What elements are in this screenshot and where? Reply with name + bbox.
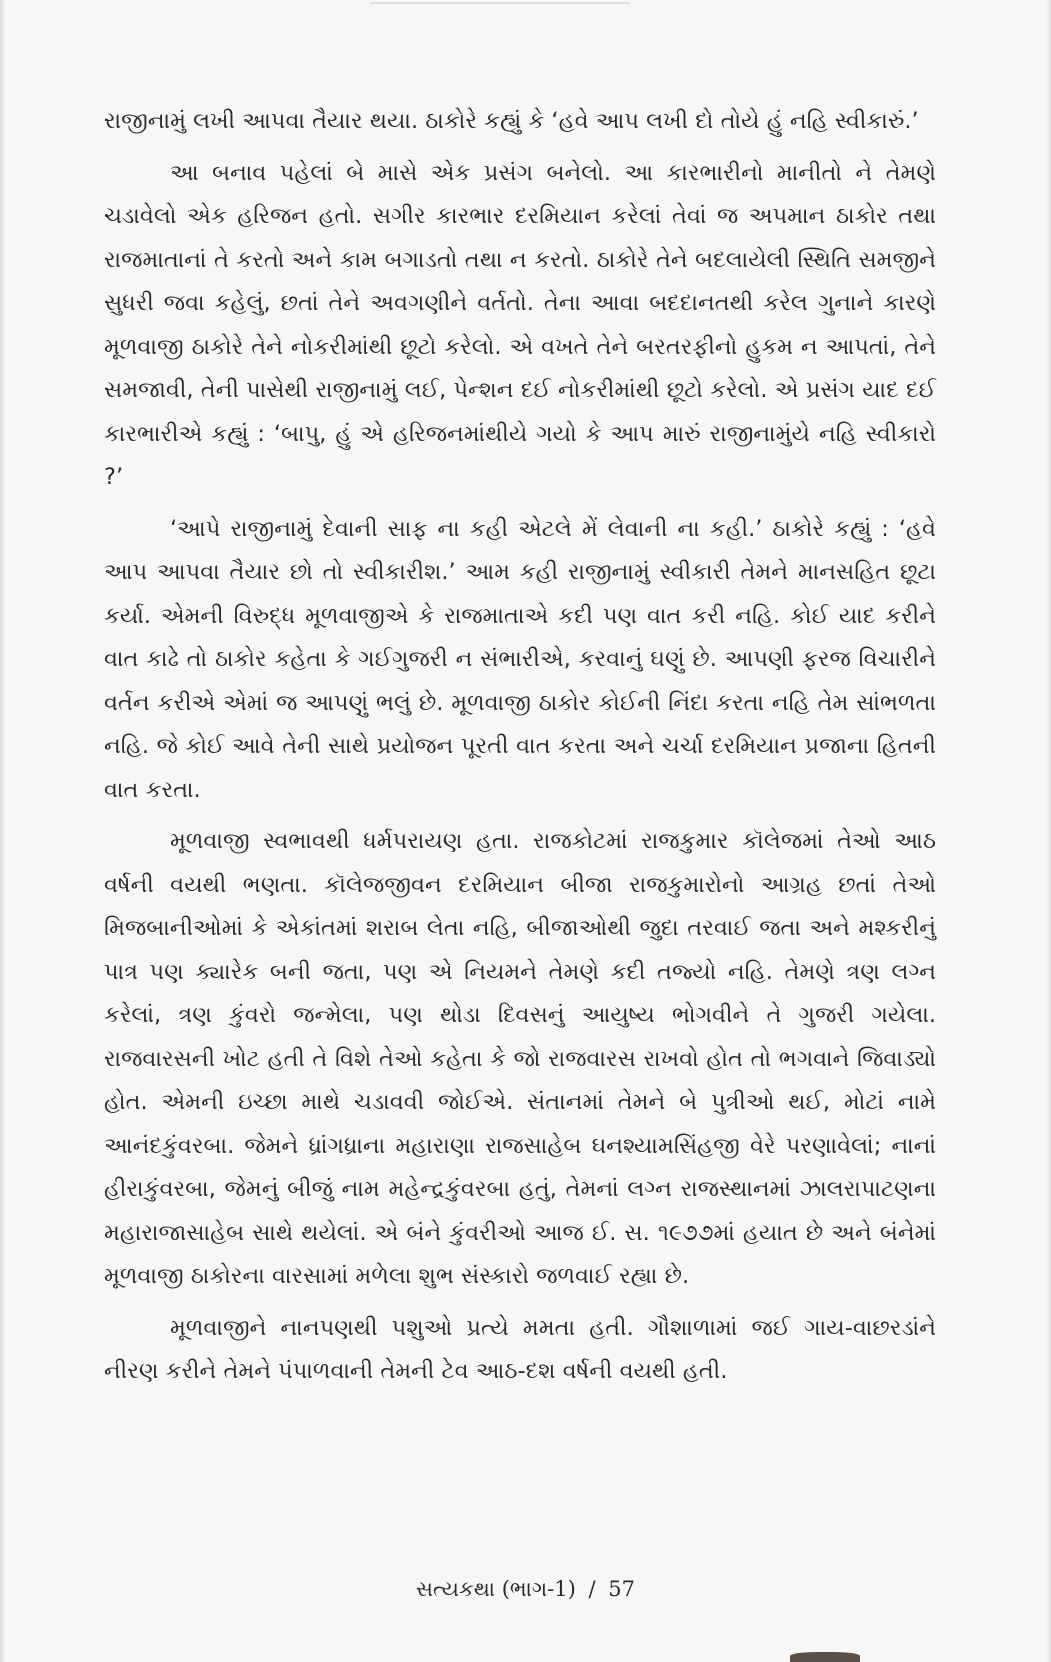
paragraph: ‘આપે રાજીનામું દેવાની સાફ ના કહી એટલે મેં લેવાની ના કહી.’ ઠાકોરે કહ્યું : ‘હવે આપ આપવા તૈયાર છો તો સ્વીકારીશ.’ આમ કહી રાજીનામું સ્વીકારી તેમને માનસહિત છૂટા કર્યા. એમની વિરુદ્ધ મૂળવાજીએ કે રાજમાતાએ કદી પણ વાત કરી નહિ. કોઈ યાદ કરીને વાત કાઢે તો ઠાકોર કહેતા કે ગઈગુજરી ન સંભારીએ, કરવાનું ઘણું છે. આપણી ફરજ વિચારીને વર્તન કરીએ એમાં જ આપણું ભલું છે. મૂળવાજી ઠાકોર કોઈની નિંદા કરતા નહિ તેમ સાંભળતા નહિ. જે કોઈ આવે તેની સાથે પ્રયોજન પૂરતી વાત કરતા અને ચર્ચા દરમિયાન પ્રજાના હિતની વાત કરતા. [104, 515, 936, 803]
scan-artifact [790, 1652, 860, 1662]
paragraph: મૂળવાજીને નાનપણથી પશુઓ પ્રત્યે મમતા હતી. ગૌશાળામાં જઈ ગાય-વાછરડાંને નીરણ કરીને તેમને પંપાળવાની તેમની ટેવ આઠ-દશ વર્ષની વયથી હતી. [104, 1314, 936, 1384]
paragraph: મૂળવાજી સ્વભાવથી ધર્મપરાયણ હતા. રાજકોટમાં રાજકુમાર કૉલેજમાં તેઓ આઠ વર્ષની વયથી ભણતા. કૉલેજજીવન દરમિયાન બીજા રાજકુમારોનો આગ્રહ છતાં તેઓ મિજબાનીઓમાં કે એકાંતમાં શરાબ લેતા નહિ, બીજાઓથી જુદા તરવાઈ જતા અને મશ્કરીનું પાત્ર પણ ક્યારેક બની જતા, પણ એ નિયમને તેમણે કદી તજ્યો નહિ. તેમણે ત્રણ લગ્ન કરેલાં, ત્રણ કુંવરો જન્મેલા, પણ થોડા દિવસનું આયુષ્ય ભોગવીને તે ગુજરી ગયેલા. રાજવારસની ખોટ હતી તે વિશે તેઓ કહેતા કે જો રાજવારસ રાખવો હોત તો ભગવાને જિવાડ્યો હોત. એમની ઇચ્છા માથે ચડાવવી જોઈએ. સંતાનમાં તેમને બે પુત્રીઓ થઈ, મોટાં નામે આનંદકુંવરબા. જેમને ધ્રાંગધ્રાના મહારાણા રાજસાહેબ ઘનશ્યામસિંહજી વેરે પરણાવેલાં; નાનાં હીરાકુંવરબા, જેમનું બીજું નામ મહેન્દ્રકુંવરબા હતું, તેમનાં લગ્ન રાજસ્થાનમાં ઝાલરાપાટણના મહારાજાસાહેબ સાથે થયેલાં. એ બંને કુંવરીઓ આજ ઈ. સ. ૧૯૭૭માં હયાત છે અને બંનેમાં મૂળવાજી ઠાકોરના વારસામાં મળેલા શુભ સંસ્કારો જળવાઈ રહ્યા છે. [104, 828, 936, 1289]
paragraph: આ બનાવ પહેલાં બે માસે એક પ્રસંગ બનેલો. આ કારભારીનો માનીતો ને તેમણે ચડાવેલો એક હરિજન હતો. સગીર કારભાર દરમિયાન કરેલાં તેવાં જ અપમાન ઠાકોર તથા રાજમાતાનાં તે કરતો અને કામ બગાડતો તથા ન કરતો. ઠાકોરે તેને બદલાયેલી સ્થિતિ સમજીને સુધરી જવા કહેલું, છતાં તેને અવગણીને વર્તતો. તેના આવા બદદાનતથી કરેલ ગુનાને કારણે મૂળવાજી ઠાકોરે તેને નોકરીમાંથી છૂટો કરેલો. એ વખતે તેને બરતરફીનો હુકમ ન આપતાં, તેને સમજાવી, તેની પાસેથી રાજીનામું લઈ, પેન્શન દઈ નોકરીમાંથી છૂટો કરેલો. એ પ્રસંગ યાદ દઈ કારભારીએ કહ્યું : ‘બાપુ, હું એ હરિજનમાંથીયે ગયો કે આપ મારું રાજીનામુંયે નહિ સ્વીકારો ?’ [104, 159, 936, 490]
body-text [104, 100, 936, 1402]
page-footer [0, 1577, 1051, 1602]
paragraph: રાજીનામું લખી આપવા તૈયાર થયા. ઠાકોરે કહ્યું કે ‘હવે આપ લખી દો તોયે હું નહિ સ્વીકારું.’ [104, 108, 919, 134]
footer-separator: / [588, 1577, 596, 1601]
book-title: સત્યકથા (ભાગ-1) [415, 1577, 576, 1601]
scan-artifact [370, 2, 630, 12]
page-number: 57 [608, 1577, 636, 1601]
